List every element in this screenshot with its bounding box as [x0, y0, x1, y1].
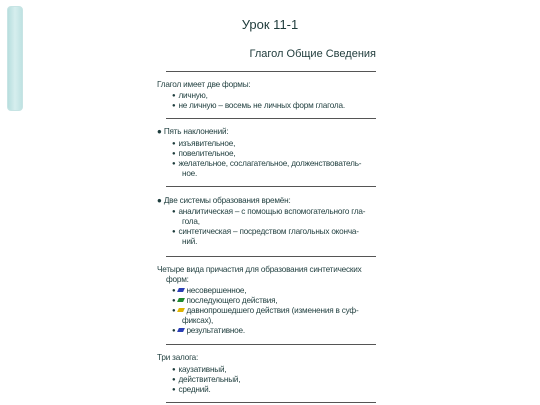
- section4-heading-continued: форм:: [166, 275, 189, 284]
- divider: [166, 71, 376, 72]
- section3-item: ● аналитическая – с помощью вспомогательного гла-: [172, 207, 365, 218]
- section4-item-label: результативное.: [186, 326, 245, 335]
- section1-item: ● личную,: [172, 91, 208, 102]
- section2-item: ● изъявительное,: [172, 139, 235, 150]
- section2-item-continued: ное.: [182, 169, 198, 178]
- section3-heading: ● Две системы образования времён:: [157, 196, 291, 205]
- divider: [166, 344, 376, 345]
- section3-item-continued: ний.: [182, 237, 198, 246]
- section5-item: ● действительный,: [172, 375, 240, 386]
- section5-item: ● каузативный,: [172, 365, 226, 376]
- section4-item: [172, 326, 245, 337]
- blue-square-icon: [178, 288, 186, 292]
- page-title: Урок 11-1: [241, 17, 299, 32]
- section1-item: ● не личную – восемь не личных форм глагола.: [172, 101, 345, 112]
- page-subtitle: Глагол Общие Сведения: [249, 48, 376, 60]
- section4-item-label: последующего действия,: [186, 296, 278, 305]
- divider: [166, 256, 376, 257]
- section3-item: ● синтетическая – посредством глагольных оконча-: [172, 227, 359, 238]
- green-square-icon: [178, 298, 186, 302]
- divider: [166, 118, 376, 119]
- section1-heading: Глагол имеет две формы:: [157, 80, 251, 89]
- section2-heading: ● Пять наклонений:: [157, 127, 229, 136]
- section2-item: ● повелительное,: [172, 149, 235, 160]
- section5-item: ● средний.: [172, 385, 211, 396]
- section4-heading: Четыре вида причастия для образования синтетических: [157, 265, 362, 274]
- section2-item: ● желательное, сослагательное, долженствователь-: [172, 159, 361, 170]
- divider: [166, 186, 376, 187]
- section4-item-label: несовершенное,: [186, 286, 247, 295]
- blue-square-icon: [178, 328, 186, 332]
- section4-item-continued: фиксах),: [182, 316, 214, 325]
- yellow-square-icon: [178, 308, 186, 312]
- section4-item-label: давнопрошедшего действия (изменения в суф-: [186, 306, 359, 315]
- section3-item-continued: гола,: [182, 217, 200, 226]
- divider: [166, 402, 376, 403]
- section5-heading: Три залога:: [157, 353, 199, 362]
